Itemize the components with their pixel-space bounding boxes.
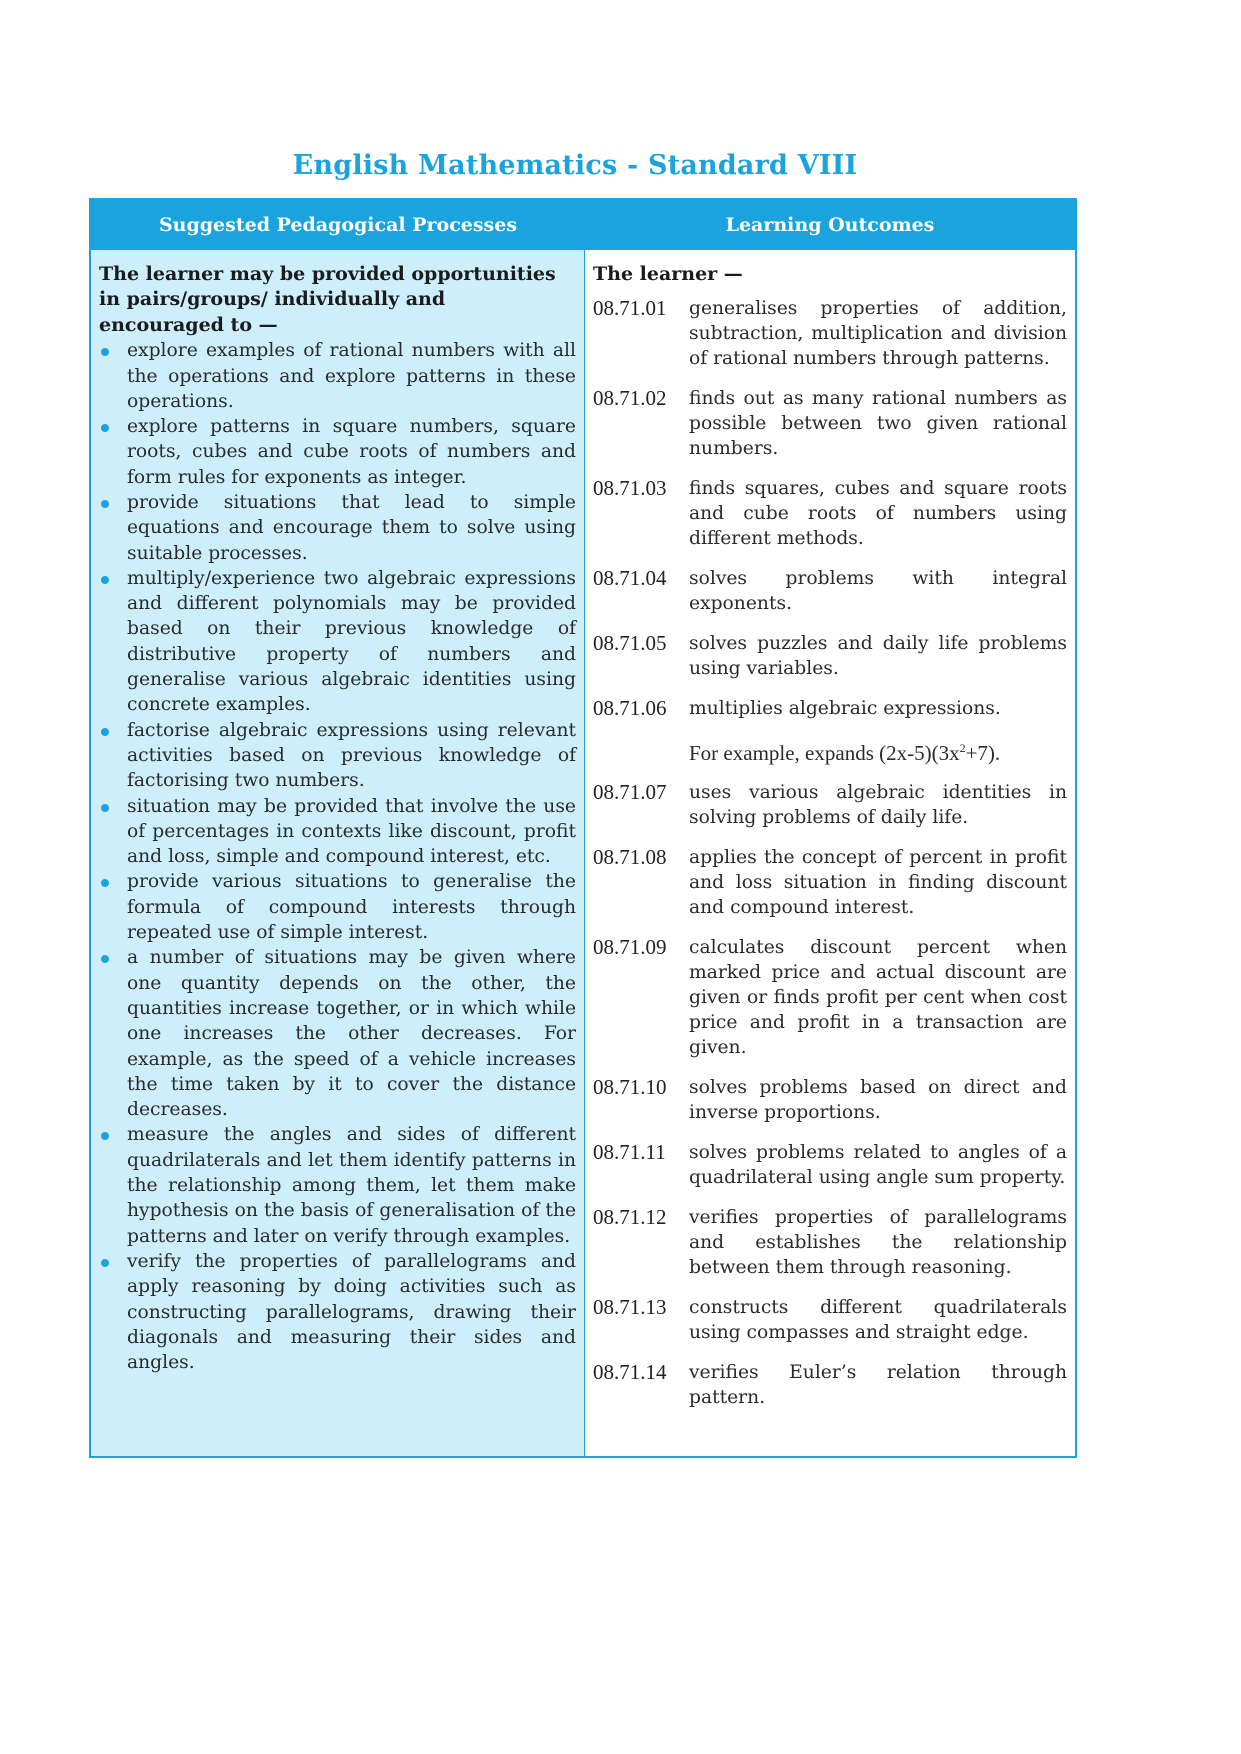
bullet-icon: [101, 500, 109, 508]
list-item: [99, 945, 576, 1122]
outcome-text: uses various algebraic identities in solving problems of daily life.: [689, 782, 1067, 828]
bullet-text: multiply/experience two algebraic expressions and different polynomials may be provided based on their previous knowledge of distributive property of numbers and generalise various algebraic identities using concrete examples.: [127, 567, 576, 716]
example-suffix: +7).: [965, 741, 1001, 765]
outcome-text: applies the concept of percent in profit and loss situation in finding discount and compound interest.: [689, 847, 1067, 918]
outcome-item: [593, 631, 1067, 681]
bullet-text: factorise algebraic expressions using relevant activities based on previous knowledge of factorising two numbers.: [127, 719, 576, 792]
learning-outcomes-column: [585, 250, 1075, 1456]
bullet-text: explore examples of rational numbers with all the operations and explore patterns in these operations.: [127, 340, 576, 412]
pedagogical-processes-column: [91, 250, 585, 1456]
curriculum-table: [89, 198, 1077, 1458]
example-prefix: For example, expands (2x-5)(3x: [689, 741, 960, 765]
outcome-item: [593, 845, 1067, 920]
bullet-icon: [101, 576, 109, 584]
bullet-text: measure the angles and sides of different quadrilaterals and let them identify patterns in the relationship among them, let them make hypothesis on the basis of generalisation of the patterns and later on verify through examples.: [127, 1124, 576, 1247]
outcome-example: [593, 736, 1067, 766]
outcome-code: 08.71.01: [593, 296, 667, 320]
outcome-code: 08.71.09: [593, 935, 667, 959]
outcome-item: [593, 780, 1067, 830]
outcome-text: solves puzzles and daily life problems using variables.: [689, 633, 1067, 679]
bullet-icon: [101, 1132, 109, 1140]
pedagogy-intro: The learner may be provided opportunities in pairs/groups/ individually and encouraged to —: [99, 263, 556, 336]
bullet-icon: [101, 955, 109, 963]
outcome-item: [593, 1360, 1067, 1410]
outcome-code: 08.71.07: [593, 780, 667, 804]
outcome-item: [593, 1140, 1067, 1190]
header-learning-outcomes: Learning Outcomes: [725, 214, 935, 236]
outcome-item: [593, 476, 1067, 551]
outcome-text: finds out as many rational numbers as possible between two given rational numbers.: [689, 388, 1067, 459]
list-item: [99, 869, 576, 945]
outcome-item: [593, 1295, 1067, 1345]
outcome-code: 08.71.10: [593, 1075, 667, 1099]
outcome-text: verifies Euler’s relation through pattern.: [689, 1362, 1067, 1408]
bullet-icon: [101, 879, 109, 887]
outcome-item: [593, 566, 1067, 616]
outcome-code: 08.71.02: [593, 386, 667, 410]
bullet-text: a number of situations may be given where one quantity depends on the other, the quantities increase together, or in which while one increases the other decreases. For example, as the speed of a vehicle increases the time taken by it to cover the distance decreases.: [127, 947, 576, 1121]
outcome-text: constructs different quadrilaterals using compasses and straight edge.: [689, 1297, 1067, 1343]
outcome-text: solves problems based on direct and inverse proportions.: [689, 1077, 1067, 1123]
outcome-code: 08.71.11: [593, 1140, 666, 1164]
outcome-text: solves problems related to angles of a quadrilateral using angle sum property.: [689, 1142, 1067, 1188]
outcome-text: solves problems with integral exponents.: [689, 568, 1067, 614]
list-item: [99, 1122, 576, 1248]
outcome-item: [593, 386, 1067, 461]
outcome-text: generalises properties of addition, subtraction, multiplication and division of rational numbers through patterns.: [689, 298, 1067, 369]
list-item: [99, 566, 576, 718]
bullet-text: provide situations that lead to simple equations and encourage them to solve using suitable processes.: [127, 492, 576, 564]
list-item: [99, 338, 576, 414]
outcome-text: finds squares, cubes and square roots and cube roots of numbers using different methods.: [689, 478, 1067, 549]
list-item: [99, 414, 576, 490]
list-item: [99, 1249, 576, 1375]
list-item: [99, 490, 576, 566]
bullet-text: situation may be provided that involve the use of percentages in contexts like discount, profit and loss, simple and compound interest, etc.: [127, 795, 576, 868]
bullet-icon: [101, 728, 109, 736]
outcome-code: 08.71.06: [593, 696, 667, 720]
bullet-icon: [101, 424, 109, 432]
bullet-icon: [101, 348, 109, 356]
table-body: [91, 250, 1075, 1456]
outcome-item: [593, 1075, 1067, 1125]
list-item: [99, 794, 576, 870]
outcome-item: [593, 696, 1067, 721]
outcome-code: 08.71.08: [593, 845, 667, 869]
list-item: [99, 718, 576, 794]
outcome-code: 08.71.14: [593, 1360, 667, 1384]
outcome-text: calculates discount percent when marked price and actual discount are given or finds profit per cent when cost price and profit in a transaction are given.: [689, 937, 1067, 1058]
outcome-item: [593, 296, 1067, 371]
outcome-code: 08.71.03: [593, 476, 667, 500]
pedagogy-bullet-list: [99, 338, 576, 1375]
bullet-icon: [101, 804, 109, 812]
page-title: English Mathematics - Standard VIII: [292, 150, 858, 181]
outcome-code: 08.71.13: [593, 1295, 667, 1319]
bullet-icon: [101, 1259, 109, 1267]
outcome-code: 08.71.12: [593, 1205, 667, 1229]
table-header-row: [91, 200, 1075, 250]
outcome-text: multiplies algebraic expressions.: [689, 698, 1001, 719]
header-pedagogical-processes: Suggested Pedagogical Processes: [158, 214, 518, 236]
bullet-text: provide various situations to generalise the formula of compound interests through repeated use of simple interest.: [127, 871, 576, 944]
outcome-item: [593, 935, 1067, 1060]
outcome-text: verifies properties of parallelograms and establishes the relationship between them through reasoning.: [689, 1207, 1067, 1278]
example-superscript: 2: [959, 741, 966, 755]
bullet-text: verify the properties of parallelograms and apply reasoning by doing activities such as constructing parallelograms, drawing their diagonals and measuring their sides and angles.: [127, 1250, 576, 1374]
outcomes-intro: The learner —: [593, 263, 743, 285]
outcome-item: [593, 1205, 1067, 1280]
outcome-code: 08.71.04: [593, 566, 667, 590]
outcome-code: 08.71.05: [593, 631, 667, 655]
bullet-text: explore patterns in square numbers, square roots, cubes and cube roots of numbers and form rules for exponents as integer.: [127, 416, 576, 488]
